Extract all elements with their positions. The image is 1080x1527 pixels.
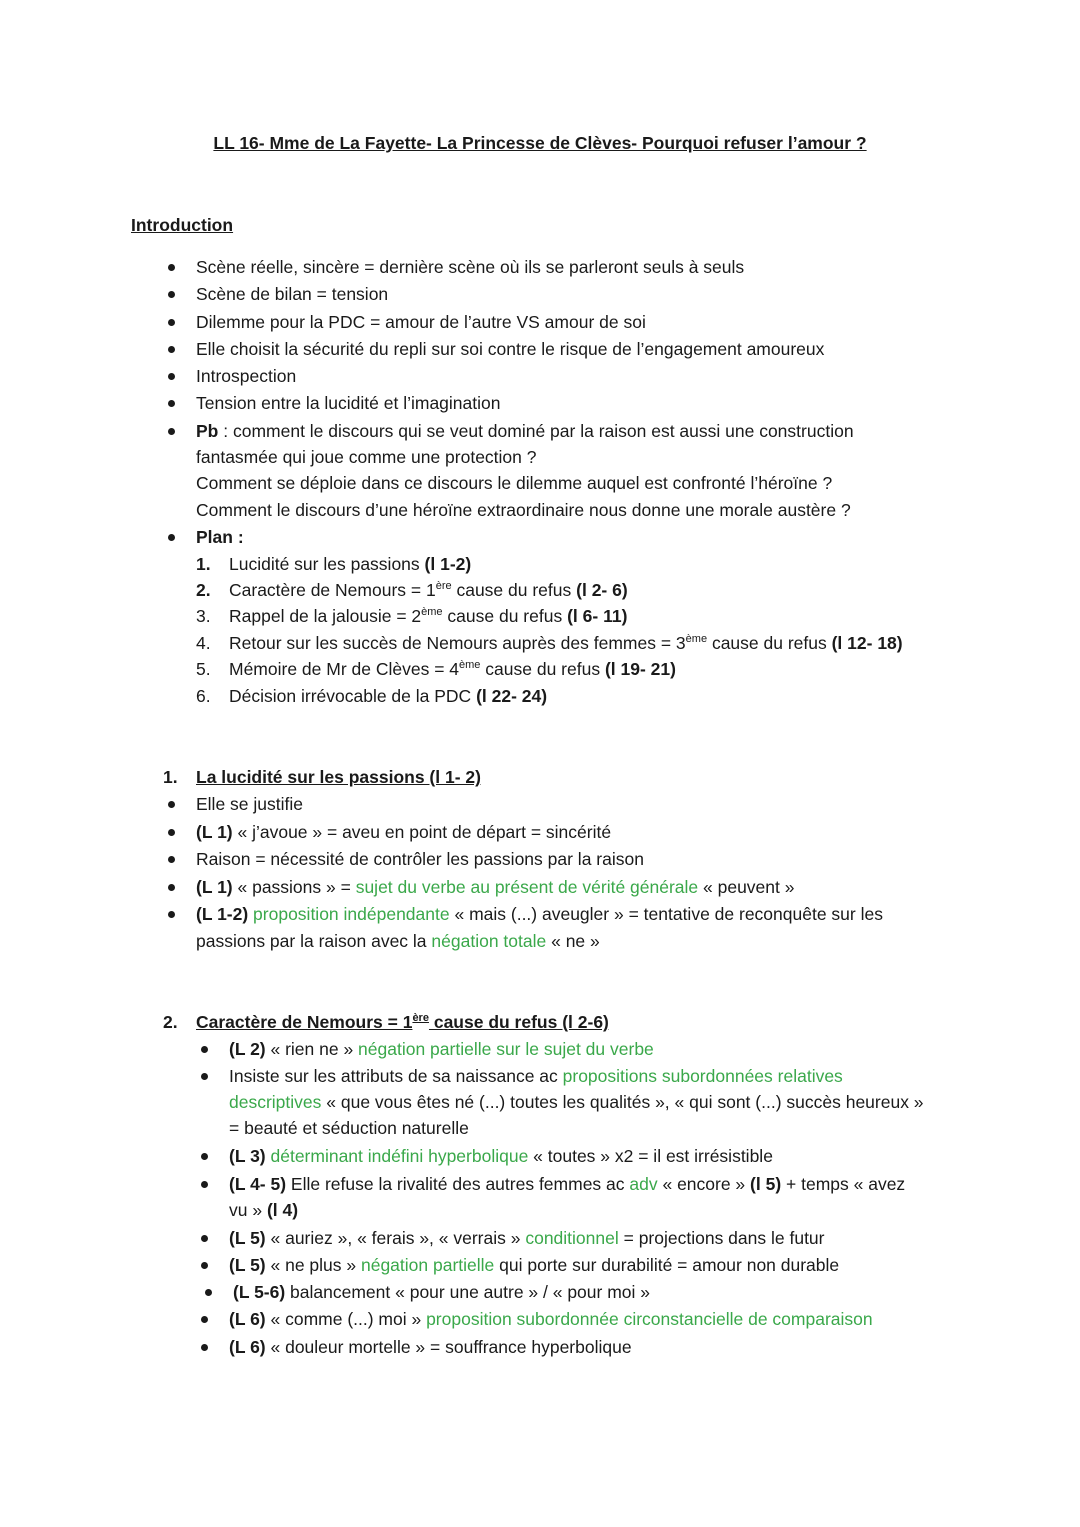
- s2-bullet: [229, 1227, 825, 1249]
- line-ref: (L 5): [229, 1255, 266, 1275]
- plan-text: cause du refus: [442, 606, 568, 626]
- plan-text: cause du refus: [451, 580, 577, 600]
- s2-bullet: [233, 1281, 650, 1303]
- s2-bullet: [229, 1336, 632, 1358]
- intro-bullet: Introspection: [196, 366, 297, 386]
- plan-number: 1.: [196, 554, 211, 574]
- plan-ref: (l 22- 24): [476, 686, 548, 706]
- s2-text: « auriez », « ferais », « verrais »: [265, 1228, 526, 1248]
- intro-bullet: Tension entre la lucidité et l’imagination: [196, 393, 501, 413]
- section-sup: ère: [412, 1012, 429, 1025]
- s1-bullet: Elle se justifie: [196, 794, 303, 814]
- s2-text: « comme (...) moi »: [265, 1309, 427, 1329]
- intro-bullet: Scène réelle, sincère = dernière scène où ils se parleront seuls à seuls: [196, 257, 745, 277]
- s2-bullet: [229, 1065, 843, 1087]
- plan-ref: (l 6- 11): [567, 606, 628, 626]
- plan-item: [196, 658, 676, 680]
- section-title: La lucidité sur les passions (l 1- 2): [196, 767, 481, 787]
- line-ref: (L 5): [229, 1228, 266, 1248]
- page-title: LL 16- Mme de La Fayette- La Princesse de Clèves- Pourquoi refuser l’amour ?: [213, 133, 867, 153]
- grammar-term: proposition indépendante: [248, 904, 450, 924]
- plan-sup: ème: [421, 606, 443, 619]
- s2-bullet: [229, 1173, 905, 1195]
- s2-text: balancement « pour une autre » / « pour moi »: [285, 1282, 651, 1302]
- plan-sup: ème: [459, 659, 481, 672]
- plan-text: cause du refus: [480, 659, 605, 679]
- plan-ref: (l 1-2): [424, 554, 472, 574]
- s2-bullet: [229, 1254, 839, 1276]
- plan-text: Lucidité sur les passions: [229, 554, 425, 574]
- s2-text: vu »: [229, 1200, 267, 1220]
- line-ref: (l 5): [750, 1174, 782, 1194]
- plan-text: Mémoire de Mr de Clèves = 4: [229, 659, 460, 679]
- line-ref: (L 6): [229, 1337, 266, 1357]
- s1-bullet: Raison = nécessité de contrôler les passions par la raison: [196, 849, 644, 869]
- plan-label-text: Plan :: [196, 527, 244, 547]
- s1-bullet: [196, 821, 611, 843]
- line-ref: (L 1-2): [196, 904, 249, 924]
- s2-text: + temps « avez: [781, 1174, 906, 1194]
- grammar-term: conditionnel: [525, 1228, 619, 1248]
- pb-line: fantasmée qui joue comme une protection ?: [196, 447, 537, 467]
- plan-item: [196, 579, 628, 601]
- line-ref: (L 3): [229, 1146, 266, 1166]
- plan-sup: ème: [685, 633, 708, 646]
- s1-text: « j’avoue » = aveu en point de départ = sincérité: [232, 822, 612, 842]
- line-ref: (L 1): [196, 822, 233, 842]
- plan-label: [196, 526, 244, 548]
- grammar-term: descriptives: [229, 1092, 322, 1112]
- s2-bullet: [229, 1038, 654, 1060]
- s2-text: Insiste sur les attributs de sa naissance ac: [229, 1066, 563, 1086]
- s1-continuation: [196, 930, 600, 952]
- intro-bullet: Dilemme pour la PDC = amour de l’autre VS amour de soi: [196, 312, 646, 332]
- s2-text: « toutes » x2 = il est irrésistible: [528, 1146, 773, 1166]
- s1-text: « mais (...) aveugler » = tentative de reconquête sur les: [449, 904, 883, 924]
- s1-text: passions par la raison avec la: [196, 931, 432, 951]
- line-ref: (L 5-6): [233, 1282, 286, 1302]
- s2-text: qui porte sur durabilité = amour non durable: [494, 1255, 840, 1275]
- section-1-heading: [163, 766, 481, 788]
- pb-label: Pb: [196, 421, 219, 441]
- s1-text: « passions » =: [232, 877, 356, 897]
- s2-text: « douleur mortelle » = souffrance hyperbolique: [265, 1337, 632, 1357]
- s1-bullet: [196, 903, 883, 925]
- pb-line: Comment le discours d’une héroïne extraordinaire nous donne une morale austère ?: [196, 500, 851, 520]
- s1-text: « peuvent »: [698, 877, 795, 897]
- intro-bullet: Scène de bilan = tension: [196, 284, 389, 304]
- plan-number: 2.: [196, 580, 211, 600]
- line-ref: (L 2): [229, 1039, 266, 1059]
- plan-number: 5.: [196, 659, 211, 679]
- plan-item: [196, 632, 903, 654]
- s2-continuation: [229, 1199, 298, 1221]
- plan-ref: (l 2- 6): [576, 580, 628, 600]
- intro-heading: Introduction: [131, 215, 234, 235]
- pb-line: : comment le discours qui se veut dominé par la raison est aussi une construction: [218, 421, 854, 441]
- plan-text: Décision irrévocable de la PDC: [229, 686, 477, 706]
- s2-text: Elle refuse la rivalité des autres femmes ac: [286, 1174, 630, 1194]
- plan-item: [196, 553, 472, 575]
- section-number: 2.: [163, 1012, 178, 1032]
- s2-text: = projections dans le futur: [618, 1228, 825, 1248]
- intro-bullet: Elle choisit la sécurité du repli sur soi contre le risque de l’engagement amoureux: [196, 339, 825, 359]
- section-title: Caractère de Nemours = 1: [196, 1012, 413, 1032]
- grammar-term: adv: [629, 1174, 658, 1194]
- plan-ref: (l 19- 21): [604, 659, 676, 679]
- s2-text: « que vous êtes né (...) toutes les qualités », « qui sont (...) succès heureux »: [321, 1092, 924, 1112]
- s1-bullet: [196, 876, 794, 898]
- s2-text: « encore »: [657, 1174, 751, 1194]
- plan-sup: ère: [435, 580, 452, 593]
- plan-text: Caractère de Nemours = 1: [229, 580, 436, 600]
- section-2-heading: [163, 1011, 609, 1033]
- grammar-term: déterminant indéfini hyperbolique: [265, 1146, 529, 1166]
- intro-problematic: [196, 420, 854, 442]
- plan-text: Rappel de la jalousie = 2: [229, 606, 422, 626]
- plan-number: 3.: [196, 606, 211, 626]
- s2-bullet: [229, 1145, 773, 1167]
- grammar-term: proposition subordonnée circonstancielle de comparaison: [426, 1309, 873, 1329]
- line-ref: (l 4): [266, 1200, 299, 1220]
- plan-number: 4.: [196, 633, 211, 653]
- plan-text: Retour sur les succès de Nemours auprès des femmes = 3: [229, 633, 686, 653]
- s1-text: « ne »: [546, 931, 600, 951]
- line-ref: (L 1): [196, 877, 233, 897]
- s2-continuation: = beauté et séduction naturelle: [229, 1118, 469, 1138]
- grammar-term: négation partielle: [360, 1255, 495, 1275]
- line-ref: (L 6): [229, 1309, 266, 1329]
- plan-ref: (l 12- 18): [831, 633, 903, 653]
- section-number: 1.: [163, 767, 178, 787]
- section-title: cause du refus (l 2-6): [428, 1012, 609, 1032]
- plan-number: 6.: [196, 686, 211, 706]
- s2-text: « rien ne »: [265, 1039, 359, 1059]
- grammar-term: propositions subordonnées relatives: [562, 1066, 843, 1086]
- grammar-term: négation totale: [431, 931, 547, 951]
- pb-line: Comment se déploie dans ce discours le dilemme auquel est confronté l’héroïne ?: [196, 473, 833, 493]
- line-ref: (L 4- 5): [229, 1174, 287, 1194]
- s2-continuation: [229, 1091, 924, 1113]
- plan-text: cause du refus: [707, 633, 832, 653]
- s2-bullet: [229, 1308, 873, 1330]
- plan-item: [196, 685, 548, 707]
- grammar-term: sujet du verbe au présent de vérité générale: [355, 877, 699, 897]
- grammar-term: négation partielle sur le sujet du verbe: [358, 1039, 654, 1059]
- s2-text: « ne plus »: [265, 1255, 361, 1275]
- plan-item: [196, 605, 628, 627]
